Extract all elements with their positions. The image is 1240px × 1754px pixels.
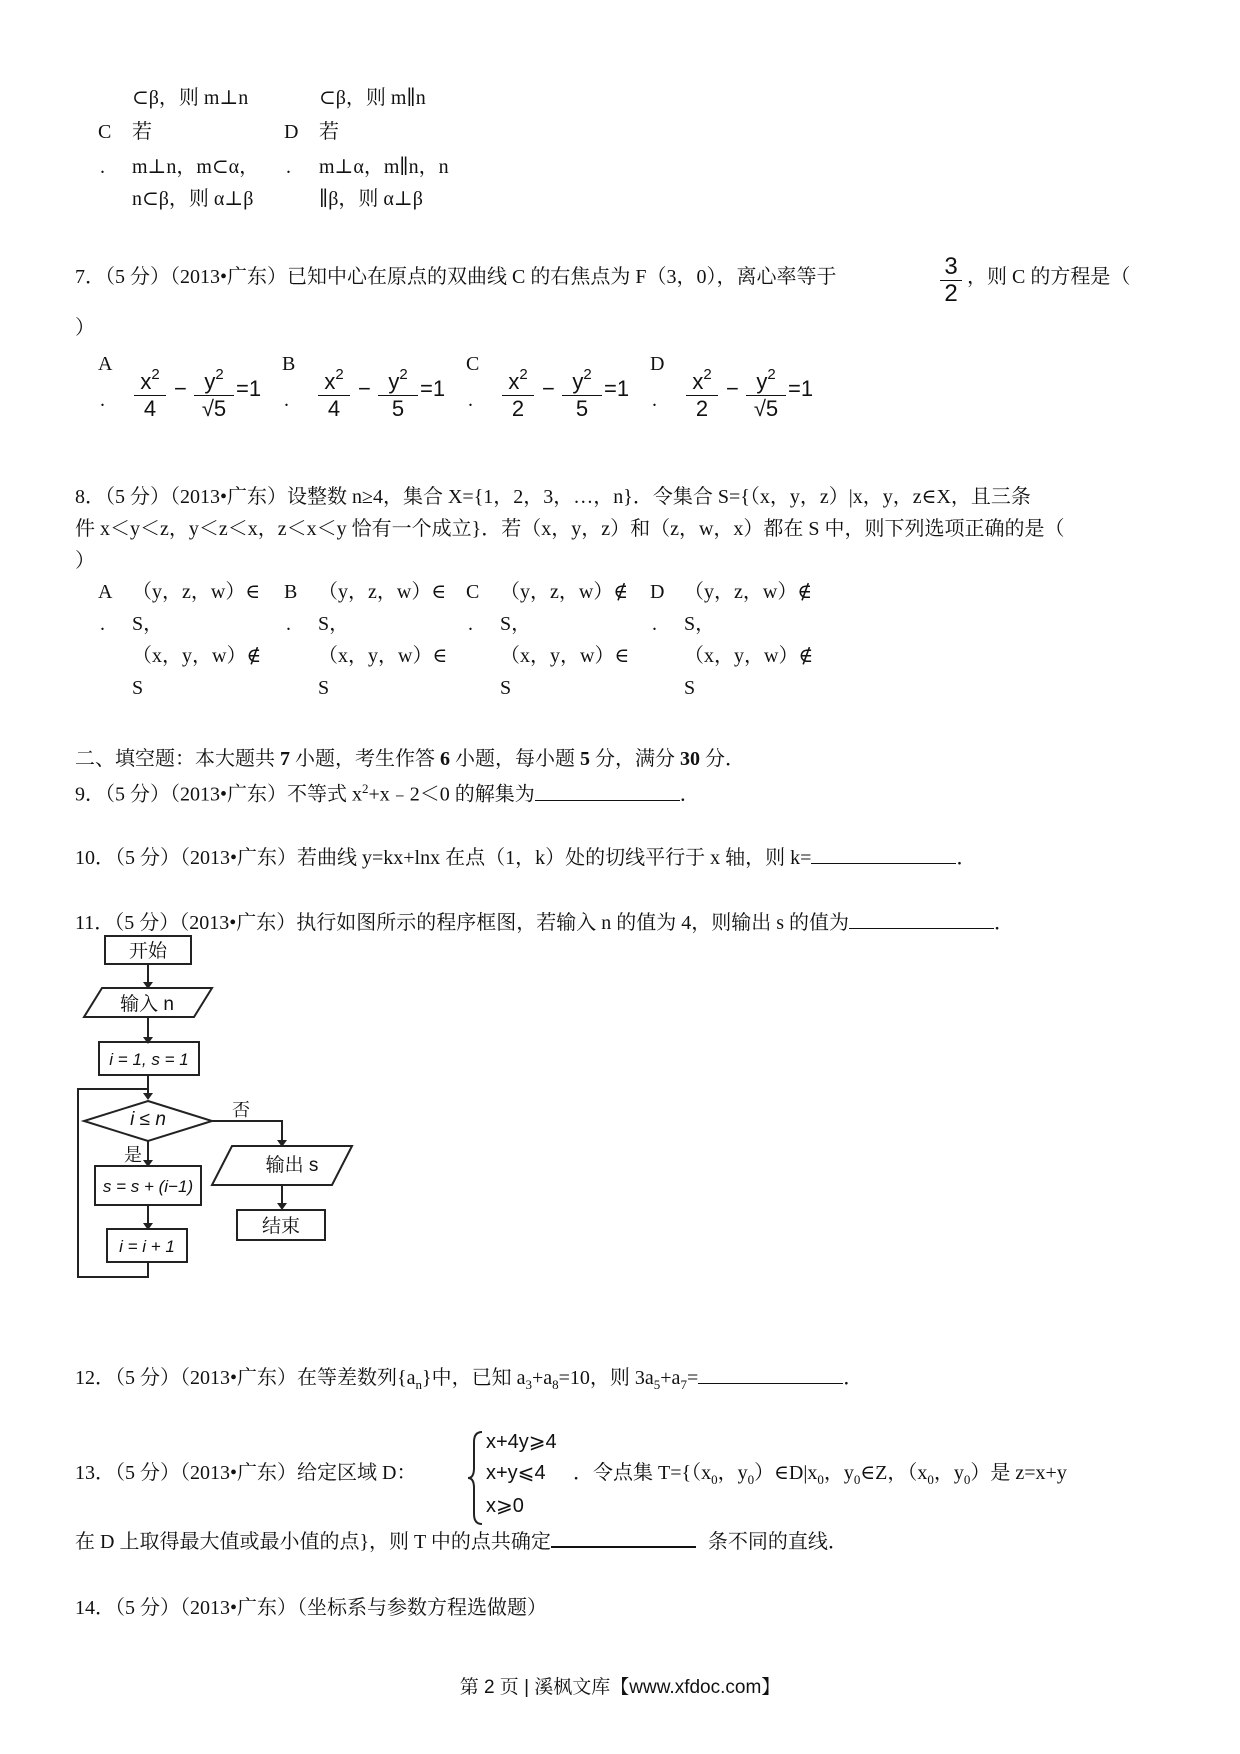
q6-optD-line3: m⊥α，m∥n，n: [319, 156, 449, 178]
frac-den-b: 5: [562, 395, 602, 422]
q13-s5: 0: [927, 1472, 934, 1487]
frac-den-a: 2: [502, 395, 534, 422]
x-sq: 2: [519, 366, 528, 383]
q8-option-letter: C: [466, 581, 480, 603]
y-var: y: [756, 369, 768, 394]
q13-t4: ）∈D|x: [754, 1462, 818, 1484]
flowchart-condition: i ≤ n: [130, 1109, 166, 1130]
q12-t4: =10，则 3a: [558, 1367, 654, 1389]
s2-n1: 7: [280, 748, 290, 770]
q6-optA-tail: ⊂β，则 m⊥n: [132, 87, 249, 109]
q8-option-l1: （y，z，w）∈: [318, 581, 447, 603]
s2-p4: 分，满分: [590, 748, 680, 770]
q8-option-l3: （x，y，w）∈: [500, 645, 630, 667]
q13-t6: ∈Z，（x: [860, 1462, 928, 1484]
q13-t3: ，y: [717, 1462, 748, 1484]
q12-t1: 12．（5 分）（2013•广东）在等差数列{a: [75, 1367, 416, 1389]
section2-heading: [75, 747, 745, 771]
s2-p5: 分．: [700, 748, 745, 770]
y-var: y: [388, 369, 400, 394]
flowchart-increment: i = i + 1: [106, 1228, 188, 1263]
y-var: y: [572, 369, 584, 394]
s2-p3: 小题，每小题: [450, 748, 580, 770]
q7-minus: −: [358, 376, 371, 401]
q7-equals-one: =1: [788, 376, 814, 401]
q7-option-dot: .: [100, 389, 105, 411]
y-sq: 2: [767, 366, 776, 383]
q10-text: 10．（5 分）（2013•广东）若曲线 y=kx+lnx 在点（1，k）处的切线平行于 x 轴，则 k=: [75, 847, 812, 869]
q8-line2: 件 x＜y＜z，y＜z＜x，z＜x＜y 恰有一个成立}．若（x，y，z）和（z，w，x）都在 S 中，则下列选项正确的是（: [75, 518, 1065, 540]
y-sq: 2: [399, 366, 408, 383]
q7-frac-x: [686, 362, 718, 422]
q8-option-l4: S: [684, 677, 696, 699]
q8-option-l2: S，: [684, 613, 716, 635]
q9-text: 9．（5 分）（2013•广东）不等式 x: [75, 783, 363, 806]
q12-answer-blank[interactable]: [698, 1365, 843, 1384]
page-footer: 第 2 页 | 溪枫文库【www.xfdoc.com】: [459, 1677, 781, 1698]
q12-s3: 8: [552, 1377, 559, 1392]
x-var: x: [324, 369, 336, 394]
flowchart-input: 输入 n: [120, 994, 174, 1015]
q13-line2b: 条不同的直线．: [707, 1531, 848, 1553]
q12-t3: +a: [531, 1367, 553, 1389]
q13-s3: 0: [817, 1472, 824, 1487]
q7-equals-one: =1: [604, 376, 630, 401]
q11-text: 11．（5 分）（2013•广东）执行如图所示的程序框图，若输入 n 的值为 4，则输出 s 的值为: [75, 912, 850, 934]
q9-text2: +x﹣2＜0 的解集为: [368, 783, 535, 806]
frac-den: 2: [940, 280, 962, 307]
q7-text: 7．（5 分）（2013•广东）已知中心在原点的双曲线 C 的右焦点为 F（3，0），离心率等于: [75, 266, 837, 288]
flowchart-end: 结束: [236, 1209, 326, 1241]
q13-s4: 0: [853, 1472, 861, 1487]
frac-den-a: 4: [318, 395, 350, 422]
q13-s2: 0: [747, 1472, 755, 1487]
flowchart-yes-label: 是: [124, 1145, 142, 1165]
q12-s2: 3: [525, 1377, 532, 1392]
q8-option-dot: .: [286, 613, 291, 635]
q7-text-after: ，则 C 的方程是（: [967, 266, 1131, 288]
q7-option-dot: .: [284, 389, 289, 411]
flowchart-output: 输出 s: [265, 1155, 319, 1176]
q7-equals-one: =1: [420, 376, 446, 401]
q12-t6: =: [686, 1367, 699, 1389]
q7-frac-y: [562, 362, 602, 422]
q7-frac-y: [746, 362, 786, 422]
q13-constraint-2: x+y⩽4: [486, 1462, 546, 1484]
q12-question: [75, 1365, 863, 1393]
q7-option-letter: D: [650, 353, 665, 375]
q13-tail: [573, 1461, 1067, 1488]
q13-line2: [75, 1528, 848, 1554]
q13-t5: ，y: [823, 1462, 854, 1484]
frac-den-b: √5: [746, 395, 786, 422]
q7-eccentricity-fraction: [940, 254, 962, 307]
q7-minus: −: [174, 376, 187, 401]
q10-answer-blank[interactable]: [811, 845, 956, 864]
q13-s6: 0: [963, 1472, 971, 1487]
y-sq: 2: [215, 366, 224, 383]
q7-question: [75, 265, 836, 289]
q8-option-l1: （y，z，w）∈: [132, 581, 261, 603]
frac-den-a: 2: [686, 395, 718, 422]
q12-s4: 5: [653, 1377, 661, 1392]
s2-p2: 小题，考生作答: [290, 748, 440, 770]
q7-minus: −: [542, 376, 555, 401]
q10-question: [75, 845, 976, 870]
q6-optD-letter: D: [284, 121, 299, 143]
q8-option-l1: （y，z，w）∉: [500, 581, 629, 603]
q13-constraint-3: x⩾0: [486, 1495, 524, 1517]
q12-end: ．: [843, 1367, 864, 1389]
s2-p1: 二、填空题：本大题共: [75, 748, 280, 770]
y-sq: 2: [583, 366, 592, 383]
q7-option-dot: .: [652, 389, 657, 411]
q13-answer-blank[interactable]: [551, 1528, 696, 1548]
q13-s1: 0: [711, 1472, 718, 1487]
x-sq: 2: [151, 366, 160, 383]
q7-option-dot: .: [468, 389, 473, 411]
frac-num: 3: [944, 253, 958, 280]
q6-optD-line2: 若: [319, 121, 339, 143]
q7-close: ）: [75, 317, 95, 339]
q13-brace: [466, 1428, 486, 1528]
q8-option-letter: A: [98, 581, 113, 603]
q7-frac-y: [378, 362, 418, 422]
q7-equals-one: =1: [236, 376, 262, 401]
q10-end: ．: [956, 847, 977, 869]
q8-line1: 8．（5 分）（2013•广东）设整数 n≥4，集合 X={1，2，3，…，n}．令集合 S={（x，y，z）|x，y，z∈X，且三条: [75, 486, 1031, 508]
q6-optC-line3: m⊥n，m⊂α，: [132, 156, 260, 178]
q6-optC-line4: n⊂β，则 α⊥β: [132, 188, 254, 210]
frac-den-a: 4: [134, 395, 166, 422]
q8-option-dot: .: [100, 613, 105, 635]
q7-option-letter: A: [98, 353, 113, 375]
q8-option-l4: S: [318, 677, 330, 699]
q6-optC-dot: .: [100, 156, 105, 178]
q13-t7: ，y: [933, 1462, 964, 1484]
q14-question: 14．（5 分）（2013•广东）（坐标系与参数方程选做题）: [75, 1597, 548, 1619]
q13-t1: 13．（5 分）（2013•广东）给定区域 D：: [75, 1462, 417, 1484]
q13-constraint-1: x+4y⩾4: [486, 1431, 557, 1453]
x-sq: 2: [335, 366, 344, 383]
y-var: y: [204, 369, 216, 394]
q6-optC-line2: 若: [132, 121, 152, 143]
q8-option-dot: .: [468, 613, 473, 635]
x-var: x: [140, 369, 152, 394]
q8-option-letter: B: [284, 581, 298, 603]
q6-optC-letter: C: [98, 121, 112, 143]
q12-t2: }中，已知 a: [421, 1367, 526, 1389]
flowchart-no-label: 否: [232, 1100, 250, 1120]
q8-option-l4: S: [132, 677, 144, 699]
frac-den-b: 5: [378, 395, 418, 422]
x-var: x: [508, 369, 520, 394]
q7-frac-y: [194, 362, 234, 422]
flowchart-start: 开始: [104, 935, 192, 965]
q8-option-l2: S，: [132, 613, 164, 635]
q12-t5: +a: [660, 1367, 681, 1389]
x-sq: 2: [703, 366, 712, 383]
flowchart-body: s = s + (i−1): [94, 1165, 202, 1206]
q7-frac-x: [318, 362, 350, 422]
q8-option-l3: （x，y，w）∉: [684, 645, 814, 667]
s2-n3: 5: [580, 748, 590, 770]
q8-option-dot: .: [652, 613, 657, 635]
frac-den-b: √5: [194, 395, 234, 422]
q11-answer-blank[interactable]: [849, 910, 994, 929]
q8-option-l1: （y，z，w）∉: [684, 581, 813, 603]
q6-optD-dot: .: [286, 156, 291, 178]
q9-sup: 2: [362, 781, 369, 796]
q7-frac-x: [502, 362, 534, 422]
q13-line2a: 在 D 上取得最大值或最小值的点}，则 T 中的点共确定: [75, 1531, 551, 1553]
q8-option-l3: （x，y，w）∈: [318, 645, 448, 667]
q9-answer-blank[interactable]: [535, 782, 680, 801]
q13-t2: ．令点集 T={（x: [573, 1462, 712, 1484]
q7-frac-x: [134, 362, 166, 422]
x-var: x: [692, 369, 704, 394]
q8-option-l2: S，: [318, 613, 350, 635]
q9-end: ．: [679, 783, 700, 806]
q9-question: [75, 781, 700, 807]
q8-option-letter: D: [650, 581, 665, 603]
q12-s1: n: [415, 1377, 422, 1392]
q11-question: [75, 910, 1014, 935]
q8-option-l3: （x，y，w）∉: [132, 645, 262, 667]
q12-s5: 7: [680, 1377, 687, 1392]
s2-n2: 6: [440, 748, 450, 770]
q6-optB-tail: ⊂β，则 m∥n: [319, 87, 426, 109]
q8-line3: ）: [75, 550, 95, 572]
q11-end: ．: [994, 912, 1015, 934]
q6-optD-line4: ∥β，则 α⊥β: [319, 188, 423, 210]
q7-option-letter: B: [282, 353, 296, 375]
q13-t8: ）是 z=x+y: [970, 1462, 1067, 1484]
q7-minus: −: [726, 376, 739, 401]
s2-n4: 30: [680, 748, 700, 770]
q8-option-l2: S，: [500, 613, 532, 635]
flowchart-init: i = 1, s = 1: [98, 1041, 200, 1076]
q7-option-letter: C: [466, 353, 480, 375]
q8-option-l4: S: [500, 677, 512, 699]
